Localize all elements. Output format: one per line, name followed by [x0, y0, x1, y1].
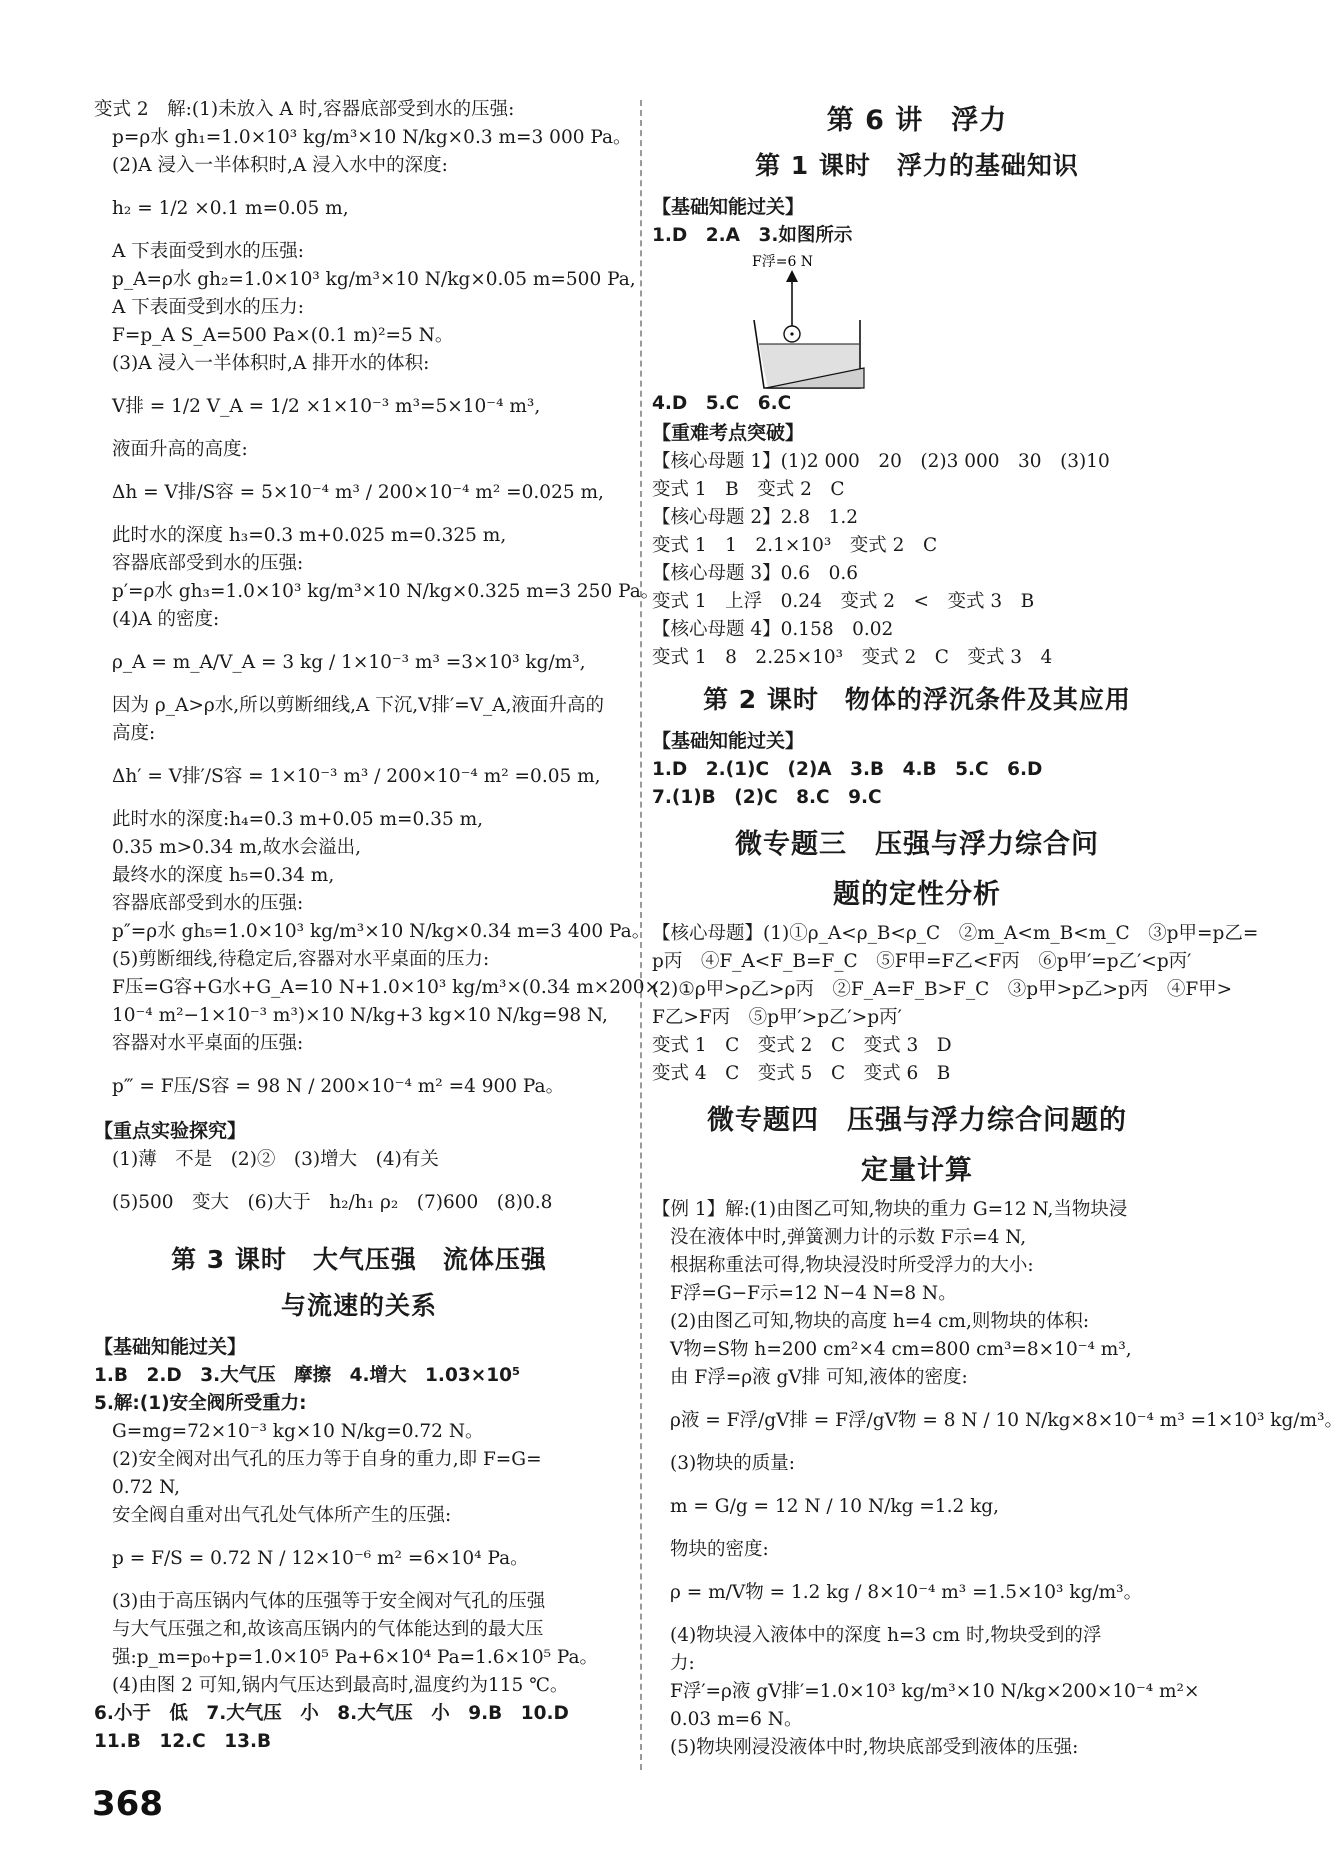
- answer-line: 根据称重法可得,物块浸没时所受浮力的大小:: [670, 1255, 1034, 1276]
- section-heading: 【重点实验探究】: [94, 1120, 247, 1142]
- answer-line: 物块的密度:: [670, 1539, 769, 1560]
- answer-line: 【核心母题】(1)①ρ_A<ρ_B<ρ_C ②m_A<m_B<m_C ③p甲=p乙=: [652, 923, 1259, 944]
- answer-line: 安全阀自重对出气孔处气体所产生的压强:: [112, 1505, 452, 1526]
- answer-line: (2)①ρ甲>ρ乙>ρ丙 ②F_A=F_B>F_C ③p甲>p乙>p丙 ④F甲>: [652, 979, 1233, 1000]
- answer-line: 最终水的深度 h₅=0.34 m,: [112, 865, 335, 886]
- formula-line: (5)500 变大 (6)大于 h₂/h₁ ρ₂ (7)600 (8)0.8: [112, 1192, 553, 1213]
- formula-line: V排 = 1/2 V_A = 1/2 ×1×10⁻³ m³=5×10⁻⁴ m³,: [112, 396, 541, 417]
- answer-line: 6.小于 低 7.大气压 小 8.大气压 小 9.B 10.D: [94, 1703, 569, 1724]
- formula-line: p = F/S = 0.72 N / 12×10⁻⁶ m² =6×10⁴ Pa。: [112, 1548, 529, 1569]
- formula-line: ρ_A = m_A/V_A = 3 kg / 1×10⁻³ m³ =3×10³ kg/m³,: [112, 652, 586, 673]
- lesson-title: 第 1 课时 浮力的基础知识: [755, 151, 1079, 180]
- answer-line: 此时水的深度:h₄=0.3 m+0.05 m=0.35 m,: [112, 809, 484, 830]
- answer-line: (4)物块浸入液体中的深度 h=3 cm 时,物块受到的浮: [670, 1625, 1102, 1646]
- topic-title: 微专题三 压强与浮力综合问: [735, 829, 1099, 860]
- answer-line: 【核心母题 1】(1)2 000 20 (2)3 000 30 (3)10: [652, 451, 1110, 472]
- answer-line: F浮=G−F示=12 N−4 N=8 N。: [670, 1283, 957, 1304]
- answer-line: 力:: [670, 1653, 695, 1674]
- answer-line: 与大气压强之和,故该高压锅内的气体能达到的最大压: [112, 1619, 544, 1640]
- answer-line: V物=S物 h=200 cm²×4 cm=800 cm³=8×10⁻⁴ m³,: [670, 1339, 1132, 1360]
- answer-line: (3)物块的质量:: [670, 1453, 795, 1474]
- answer-line: (2)由图乙可知,物块的高度 h=4 cm,则物块的体积:: [670, 1311, 1090, 1332]
- answer-line: (3)A 浸入一半体积时,A 排开水的体积:: [112, 353, 430, 374]
- page-number: 368: [92, 1784, 163, 1824]
- lecture-title: 第 6 讲 浮力: [826, 105, 1008, 136]
- answer-line: 0.35 m>0.34 m,故水会溢出,: [112, 837, 361, 858]
- formula-line: Δh′ = V排′/S容 = 1×10⁻³ m³ / 200×10⁻⁴ m² =0.05 m,: [112, 766, 601, 787]
- section-heading: 【基础知能过关】: [652, 196, 805, 218]
- answer-line: (3)由于高压锅内气体的压强等于安全阀对气孔的压强: [112, 1591, 546, 1612]
- answer-line: p″=ρ水 gh₅=1.0×10³ kg/m³×10 N/kg×0.34 m=3 400 Pa。: [112, 921, 651, 942]
- answer-line: G=mg=72×10⁻³ kg×10 N/kg=0.72 N。: [112, 1421, 484, 1442]
- buoyancy-diagram: [752, 250, 892, 390]
- answer-line: (5)物块刚浸没液体中时,物块底部受到液体的压强:: [670, 1737, 1079, 1758]
- answer-line: F浮′=ρ液 gV排′=1.0×10³ kg/m³×10 N/kg×200×10⁻⁴ m²×: [670, 1681, 1200, 1702]
- answer-line: 11.B 12.C 13.B: [94, 1731, 272, 1752]
- answer-line: 【例 1】解:(1)由图乙可知,物块的重力 G=12 N,当物块浸: [652, 1199, 1128, 1220]
- section-heading: 【重难考点突破】: [652, 422, 805, 444]
- answer-line: A 下表面受到水的压力:: [112, 297, 304, 318]
- answer-line: (4)由图 2 可知,锅内气压达到最高时,温度约为115 ℃。: [112, 1675, 569, 1696]
- figure-label: F浮=6 N: [752, 254, 814, 270]
- answer-line: 5.解:(1)安全阀所受重力:: [94, 1393, 307, 1414]
- answer-line: p′=ρ水 gh₃=1.0×10³ kg/m³×10 N/kg×0.325 m=3 250 Pa。: [112, 581, 660, 602]
- answer-line: p丙 ④F_A<F_B=F_C ⑤F甲=F乙<F丙 ⑥p甲′=p乙′<p丙′: [652, 951, 1192, 972]
- answer-line: 变式 1 B 变式 2 C: [652, 479, 845, 500]
- arrowhead: [786, 270, 798, 282]
- right-column: [652, 96, 1343, 1762]
- answer-line: 因为 ρ_A>ρ水,所以剪断细线,A 下沉,V排′=V_A,液面升高的: [112, 695, 605, 716]
- answer-line: 容器对水平桌面的压强:: [112, 1033, 304, 1054]
- answer-line: p=ρ水 gh₁=1.0×10³ kg/m³×10 N/kg×0.3 m=3 000 Pa。: [112, 127, 632, 148]
- answer-line: 1.D 2.A 3.如图所示: [652, 225, 853, 246]
- answer-line: 由 F浮=ρ液 gV排 可知,液体的密度:: [670, 1367, 968, 1388]
- answer-line: 变式 1 8 2.25×10³ 变式 2 C 变式 3 4: [652, 647, 1053, 668]
- answer-line: 7.(1)B (2)C 8.C 9.C: [652, 787, 882, 808]
- answer-line: 变式 1 C 变式 2 C 变式 3 D: [652, 1035, 952, 1056]
- answer-line: 【核心母题 3】0.6 0.6: [652, 563, 858, 584]
- answer-line: 【核心母题 2】2.8 1.2: [652, 507, 858, 528]
- answer-line: A 下表面受到水的压强:: [112, 241, 304, 262]
- answer-line: 【核心母题 4】0.158 0.02: [652, 619, 894, 640]
- answer-line: (5)剪断细线,待稳定后,容器对水平桌面的压力:: [112, 949, 490, 970]
- answer-line: 1.B 2.D 3.大气压 摩擦 4.增大 1.03×10⁵: [94, 1365, 521, 1386]
- answer-line: 容器底部受到水的压强:: [112, 553, 304, 574]
- answer-line: 1.D 2.(1)C (2)A 3.B 4.B 5.C 6.D: [652, 759, 1043, 780]
- answer-line: 变式 1 1 2.1×10³ 变式 2 C: [652, 535, 938, 556]
- formula-line: p‴ = F压/S容 = 98 N / 200×10⁻⁴ m² =4 900 Pa。: [112, 1076, 565, 1097]
- answer-line: (4)A 的密度:: [112, 609, 220, 630]
- formula-line: ρ = m/V物 = 1.2 kg / 8×10⁻⁴ m³ =1.5×10³ kg/m³。: [670, 1582, 1143, 1603]
- answer-line: 4.D 5.C 6.C: [652, 393, 792, 414]
- lesson-title: 第 3 课时 大气压强 流体压强: [171, 1245, 547, 1274]
- answer-line: (2)A 浸入一半体积时,A 浸入水中的深度:: [112, 155, 448, 176]
- section-heading: 【基础知能过关】: [652, 730, 805, 752]
- formula-line: h₂ = 1/2 ×0.1 m=0.05 m,: [112, 198, 349, 219]
- answer-line: (2)安全阀对出气孔的压力等于自身的重力,即 F=G=: [112, 1449, 542, 1470]
- formula-line: m = G/g = 12 N / 10 N/kg =1.2 kg,: [670, 1496, 1000, 1517]
- lesson-title-cont: 与流速的关系: [280, 1291, 437, 1320]
- answer-line: 强:p_m=p₀+p=1.0×10⁵ Pa+6×10⁴ Pa=1.6×10⁵ Pa。: [112, 1647, 599, 1668]
- answer-line: F=p_A S_A=500 Pa×(0.1 m)²=5 N。: [112, 325, 454, 346]
- formula-line: ρ液 = F浮/gV排 = F浮/gV物 = 8 N / 10 N/kg×8×10⁻⁴ m³ =1×10³ kg/m³。: [670, 1410, 1343, 1431]
- formula-line: Δh = V排/S容 = 5×10⁻⁴ m³ / 200×10⁻⁴ m² =0.025 m,: [112, 482, 604, 503]
- answer-line: 液面升高的高度:: [112, 439, 248, 460]
- answer-line: 10⁻⁴ m²−1×10⁻³ m³)×10 N/kg+3 kg×10 N/kg=98 N,: [112, 1005, 608, 1026]
- lesson-title: 第 2 课时 物体的浮沉条件及其应用: [703, 685, 1131, 714]
- answer-line: F乙>F丙 ⑤p甲′>p乙′>p丙′: [652, 1007, 902, 1028]
- topic-title-cont: 题的定性分析: [833, 879, 1001, 910]
- answer-line: 高度:: [112, 723, 156, 744]
- answer-line: 变式 1 上浮 0.24 变式 2 < 变式 3 B: [652, 591, 1035, 612]
- buoyancy-figure: [652, 250, 1182, 390]
- answer-line: p_A=ρ水 gh₂=1.0×10³ kg/m³×10 N/kg×0.05 m=500 Pa,: [112, 269, 636, 290]
- answer-line: 0.03 m=6 N。: [670, 1709, 803, 1730]
- answer-line: 变式 2 解:(1)未放入 A 时,容器底部受到水的压强:: [94, 99, 515, 120]
- answer-line: 变式 4 C 变式 5 C 变式 6 B: [652, 1063, 951, 1084]
- topic-title: 微专题四 压强与浮力综合问题的: [707, 1105, 1127, 1136]
- answer-line: 0.72 N,: [112, 1477, 180, 1498]
- answer-line: (1)薄 不是 (2)② (3)增大 (4)有关: [112, 1149, 439, 1170]
- answer-line: F压=G容+G水+G_A=10 N+1.0×10³ kg/m³×(0.34 m×200×: [112, 977, 661, 998]
- left-column: [94, 96, 661, 1756]
- section-heading: 【基础知能过关】: [94, 1336, 247, 1358]
- answer-line: 此时水的深度 h₃=0.3 m+0.025 m=0.325 m,: [112, 525, 507, 546]
- answer-line: 容器底部受到水的压强:: [112, 893, 304, 914]
- answer-line: 没在液体中时,弹簧测力计的示数 F示=4 N,: [670, 1227, 1027, 1248]
- topic-title-cont: 定量计算: [861, 1155, 973, 1186]
